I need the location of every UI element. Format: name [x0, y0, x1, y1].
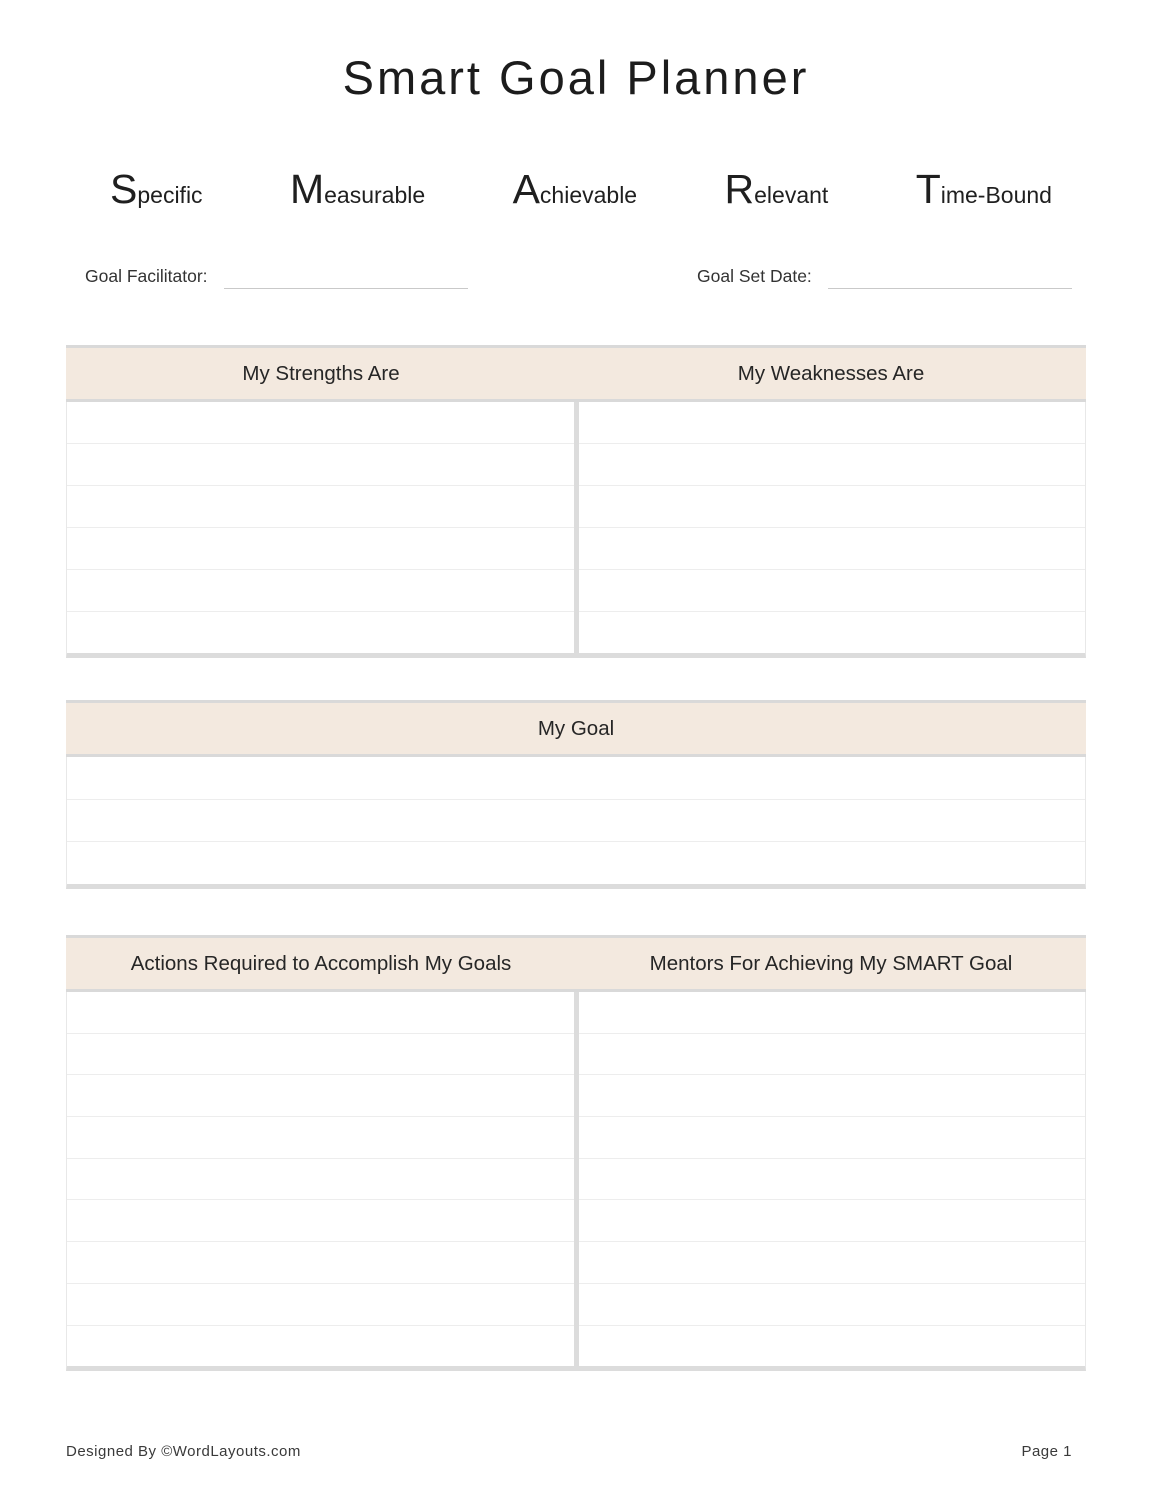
smart-word-measurable: Measurable	[289, 166, 426, 212]
smart-word-specific: Specific	[110, 166, 203, 212]
writable-line[interactable]	[67, 1284, 574, 1326]
mentors-column	[579, 992, 1086, 1366]
writable-line[interactable]	[579, 1242, 1086, 1284]
actions-mentors-body	[66, 992, 1086, 1371]
writable-line[interactable]	[579, 1326, 1086, 1367]
writable-line[interactable]	[67, 1200, 574, 1242]
writable-line[interactable]	[579, 1159, 1086, 1201]
goal-set-date-input[interactable]	[828, 266, 1072, 289]
actions-header: Actions Required to Accomplish My Goals	[130, 951, 512, 975]
writable-line[interactable]	[579, 486, 1086, 528]
writable-line[interactable]	[579, 992, 1086, 1034]
writable-line[interactable]	[579, 528, 1086, 570]
writable-line[interactable]	[67, 402, 574, 444]
page-title: Smart Goal Planner	[342, 51, 810, 104]
writable-line[interactable]	[67, 1034, 574, 1076]
writable-line[interactable]	[67, 570, 574, 612]
page-number: Page 1	[1021, 1443, 1072, 1460]
writable-line[interactable]	[67, 800, 1085, 843]
strengths-weaknesses-header-bar	[66, 345, 1086, 402]
my-goal-column	[67, 757, 1085, 884]
designed-by-text: Designed By ©WordLayouts.com	[66, 1443, 301, 1460]
goal-facilitator-input[interactable]	[224, 266, 468, 289]
actions-column	[67, 992, 574, 1366]
writable-line[interactable]	[67, 528, 574, 570]
writable-line[interactable]	[67, 842, 1085, 884]
writable-line[interactable]	[67, 486, 574, 528]
writable-line[interactable]	[579, 570, 1086, 612]
weaknesses-column	[579, 402, 1086, 653]
writable-line[interactable]	[67, 992, 574, 1034]
strengths-column	[67, 402, 574, 653]
writable-line[interactable]	[579, 1284, 1086, 1326]
writable-line[interactable]	[67, 1242, 574, 1284]
writable-line[interactable]	[579, 612, 1086, 653]
goal-facilitator-field	[85, 266, 468, 289]
writable-line[interactable]	[67, 1075, 574, 1117]
writable-line[interactable]	[579, 1200, 1086, 1242]
writable-line[interactable]	[67, 444, 574, 486]
goal-facilitator-label: Goal Facilitator:	[85, 266, 208, 286]
writable-line[interactable]	[67, 757, 1085, 800]
writable-line[interactable]	[579, 1117, 1086, 1159]
smart-word-relevant: Relevant	[724, 166, 829, 212]
writable-line[interactable]	[67, 1117, 574, 1159]
my-goal-header: My Goal	[537, 716, 615, 740]
my-goal-header-bar	[66, 700, 1086, 757]
strengths-header: My Strengths Are	[242, 361, 400, 385]
writable-line[interactable]	[579, 402, 1086, 444]
writable-line[interactable]	[579, 1075, 1086, 1117]
writable-line[interactable]	[579, 444, 1086, 486]
strengths-weaknesses-body	[66, 402, 1086, 658]
writable-line[interactable]	[67, 612, 574, 653]
writable-line[interactable]	[67, 1159, 574, 1201]
my-goal-section	[66, 700, 1086, 889]
actions-mentors-header-bar	[66, 935, 1086, 992]
strengths-weaknesses-section	[66, 345, 1086, 658]
writable-line[interactable]	[579, 1034, 1086, 1076]
writable-line[interactable]	[67, 1326, 574, 1367]
smart-acronym-row	[110, 166, 1052, 213]
goal-set-date-field	[697, 266, 1072, 289]
actions-mentors-section	[66, 935, 1086, 1371]
smart-word-time-bound: Time-Bound	[915, 166, 1052, 212]
weaknesses-header: My Weaknesses Are	[737, 361, 925, 385]
my-goal-body	[66, 757, 1086, 889]
goal-set-date-label: Goal Set Date:	[697, 266, 812, 286]
smart-word-achievable: Achievable	[512, 166, 638, 212]
mentors-header: Mentors For Achieving My SMART Goal	[649, 951, 1013, 975]
